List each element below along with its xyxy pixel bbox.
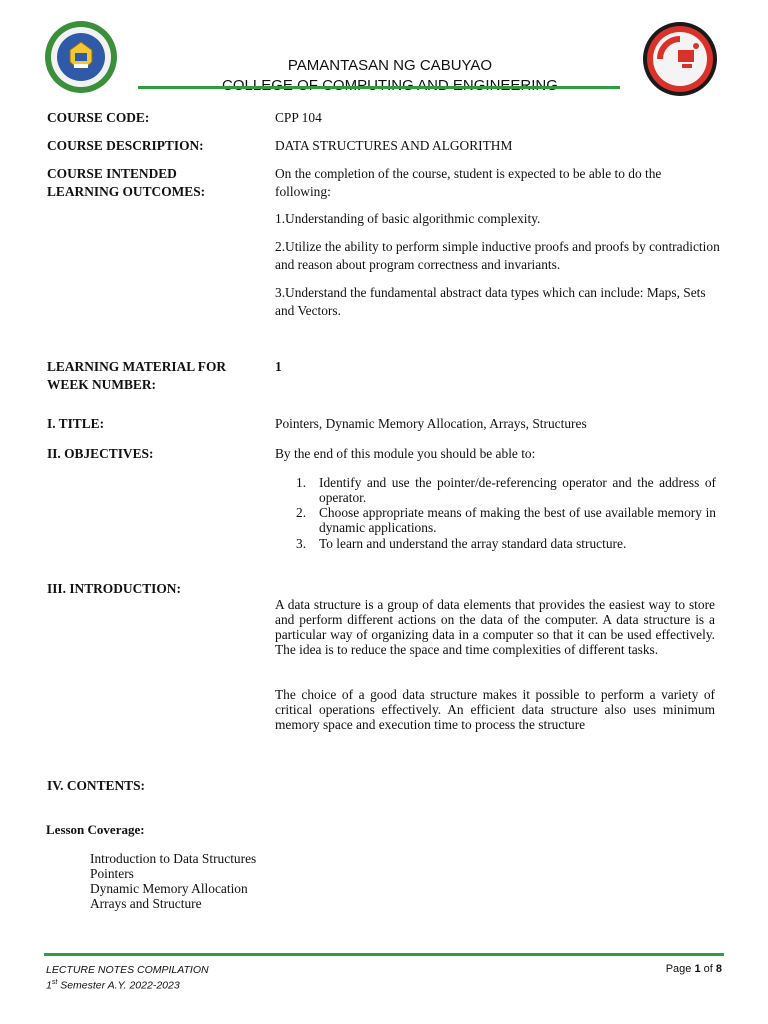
course-code-value: CPP 104 — [275, 110, 322, 125]
objectives-label: II. OBJECTIVES: — [47, 446, 154, 461]
lesson-item: Introduction to Data Structures — [90, 851, 257, 866]
university-seal-logo — [44, 20, 118, 94]
lesson-item: Pointers — [90, 866, 134, 881]
semester-year: Semester A.Y. 2022-2023 — [57, 979, 180, 992]
introduction-label: III. INTRODUCTION: — [47, 581, 181, 596]
objective-number: 3. — [296, 536, 307, 551]
title-value: Pointers, Dynamic Memory Allocation, Arrays, Structures — [275, 416, 587, 431]
college-logo-graphic — [640, 20, 720, 98]
page-current: 1 — [694, 963, 701, 975]
objective-text: Choose appropriate means of making the best of use available memory in dynamic applications. — [319, 505, 716, 535]
introduction-paragraph-2: The choice of a good data structure makes it possible to perform a variety of critical operations effectively. An efficient data structure also uses minimum memory space and execution time to process the structure — [275, 687, 715, 732]
objective-number: 2. — [296, 505, 307, 520]
semester-number: 1 — [46, 979, 52, 992]
footer-semester — [46, 979, 180, 992]
page-word: Page — [665, 963, 695, 975]
objectives-intro: By the end of this module you should be able to: — [275, 446, 536, 461]
page-indicator — [666, 963, 722, 975]
lesson-list — [90, 851, 256, 911]
cilo-label-line1: COURSE INTENDED — [47, 166, 177, 181]
footer-compilation: LECTURE NOTES COMPILATION — [46, 964, 209, 976]
course-description-value: DATA STRUCTURES AND ALGORITHM — [275, 138, 513, 153]
objective-text: To learn and understand the array standard data structure. — [319, 536, 627, 551]
page-of: of — [700, 963, 716, 975]
university-name: PAMANTASAN NG CABUYAO — [287, 57, 493, 74]
week-label-line1: LEARNING MATERIAL FOR — [47, 359, 227, 374]
introduction-paragraph-1: A data structure is a group of data elements that provides the easiest way to store and perform different actions on the data of the computer. A data structure is a particular way of organizing data in a computer so that it can be used effectively. The idea is to reduce the space and time complexities of different tasks. — [275, 597, 715, 657]
cilo-label-line2: LEARNING OUTCOMES: — [47, 184, 206, 199]
title-label: I. TITLE: — [47, 416, 105, 431]
course-description-label: COURSE DESCRIPTION: — [47, 138, 204, 153]
semester-suffix: st — [51, 979, 58, 986]
footer-rule — [44, 953, 724, 956]
header-rule — [138, 86, 620, 89]
college-logo — [640, 20, 720, 98]
page-total: 8 — [715, 963, 722, 975]
seal-graphic — [44, 20, 118, 94]
objective-text: Identify and use the pointer/de-referencing operator and the address of operator. — [319, 475, 716, 505]
objective-number: 1. — [296, 475, 307, 490]
cilo-item-1: 1.Understanding of basic algorithmic complexity. — [275, 211, 541, 226]
week-label-line2: WEEK NUMBER: — [47, 377, 156, 392]
cilo-item-2: 2.Utilize the ability to perform simple inductive proofs and proofs by contradiction and reason about program correctness and invariants. — [275, 239, 720, 272]
course-code-label: COURSE CODE: — [47, 110, 150, 125]
contents-label: IV. CONTENTS: — [47, 778, 145, 793]
lesson-coverage-label: Lesson Coverage: — [46, 822, 145, 837]
lesson-item: Dynamic Memory Allocation — [90, 881, 248, 896]
lesson-item: Arrays and Structure — [90, 896, 202, 911]
cilo-item-3: 3.Understand the fundamental abstract data types which can include: Maps, Sets and Vectors. — [275, 285, 706, 318]
week-number: 1 — [275, 359, 282, 374]
cilo-intro: On the completion of the course, student is expected to be able to do the following: — [275, 166, 662, 199]
